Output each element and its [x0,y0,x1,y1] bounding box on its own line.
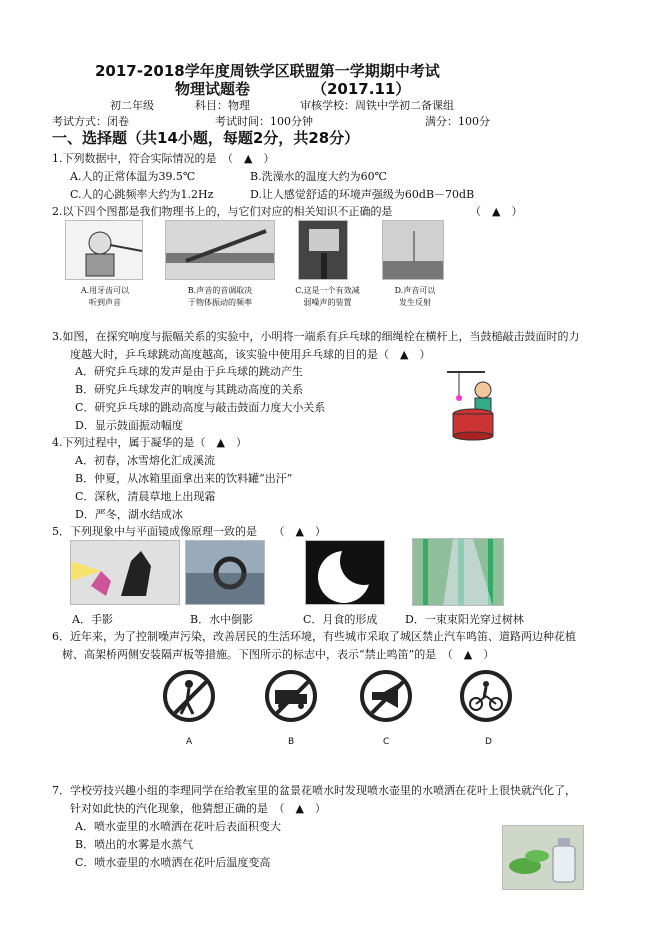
bridge-reflection-icon [186,541,265,605]
q7-stem-line1: 7．学校劳技兴趣小组的李理同学在给教室里的盆景花喷水时发现喷水壶里的水喷洒在花叶上很快就汽化了， [52,784,576,797]
q5-image-c [305,540,385,605]
lunar-eclipse-icon [306,541,385,605]
q4-option-d: D．严冬，湖水结成冰 [75,508,183,521]
q5-option-d: D．一束束阳光穿过树林 [405,613,524,626]
q2-answer-mark: （ ▲ ） [470,205,523,218]
q5-image-b [185,540,265,605]
q5-option-c: C．月食的形成 [303,613,378,626]
q2-caption-a: A.用牙齿可以 听到声音 [80,286,130,307]
q1-option-d: D.让人感觉舒适的环境声强级为60dB－70dB [250,188,475,201]
q4-option-b: B．仲夏，从冰箱里面拿出来的饮料罐“出汗” [75,472,293,485]
sunbeam-forest-icon [413,539,504,606]
q5-image-d [412,538,504,606]
q5-image-a [70,540,180,605]
q6-stem-line1: 6．近年来，为了控制噪声污染，改善居民的生活环境，有些城市采取了城区禁止汽车鸣笛、道路两边种花植 [52,630,576,643]
q3-drum-image [445,362,505,442]
q5-option-a: A．手影 [72,613,113,626]
q2-image-a [65,220,143,280]
q3-stem-line2: 度越大时，乒乓球跳动高度越高，该实验中使用乒乓球的目的是（ ▲ ） [70,348,431,361]
section-title: 一、选择题（共14小题，每题2分，共28分） [52,129,360,147]
info-school: 审核学校：周铁中学初二备课组 [300,99,454,112]
q6-label-b: B [288,737,295,747]
q1-option-c: C.人的心跳频率大约为1.2Hz [70,188,214,201]
q3-stem-line1: 3.如图，在探究响度与振幅关系的实验中，小明将一端系有乒乓球的细绳栓在横杆上，当鼓槌敲击鼓面时的力 [52,330,580,343]
q3-option-d: D．显示鼓面振动幅度 [75,419,183,432]
q3-option-b: B．研究乒乓球发声的响度与其跳动高度的关系 [75,383,304,396]
q4-option-a: A．初春，冰雪熔化汇成溪流 [75,454,215,467]
q2-image-b [165,220,275,280]
q2-stem: 2.以下四个图都是我们物理书上的，与它们对应的相关知识不正确的是 [52,205,393,218]
q6-label-a: A [186,737,193,747]
hand-shadow-icon [71,541,180,605]
q6-label-d: D [485,737,492,747]
q7-stem-line2: 针对如此快的汽化现象，他猜想正确的是 （ ▲ ） [70,802,326,815]
q6-label-c: C [383,737,390,747]
q3-option-a: A．研究乒乓球的发声是由于乒乓球的跳动产生 [75,365,303,378]
cyclist-icon [460,670,512,722]
q5-option-b: B．水中倒影 [190,613,254,626]
q2-caption-b: B.声音的音调取决 于物体振动的频率 [187,286,253,307]
q1-stem: 1.下列数据中，符合实际情况的是 （ ▲ ） [52,152,275,165]
q1-option-b: B.洗澡水的温度大约为60℃ [250,170,387,183]
q2-caption-d: D.声音可以 发生反射 [394,286,436,307]
q7-option-b: B．喷出的水雾是水蒸气 [75,838,194,851]
spray-bottle-plant-icon [503,826,584,890]
boy-listening-icon [66,221,143,280]
q7-option-a: A．喷水壶里的水喷洒在花叶后表面积变大 [75,820,281,833]
q7-option-c: C．喷水壶里的水喷洒在花叶后温度变高 [75,856,271,869]
q2-image-c [298,220,348,280]
q2-image-d [382,220,444,280]
q4-stem: 4.下列过程中，属于凝华的是（ ▲ ） [52,436,247,449]
ruler-on-table-icon [166,221,275,280]
q7-spray-image [502,825,584,890]
info-score: 满分：100分 [425,115,490,128]
no-pedestrian-icon [163,670,215,722]
exam-date: （2017.11） [312,80,411,98]
no-honking-icon [360,670,412,722]
noise-meter-icon [299,221,348,280]
q4-option-c: C．深秋，清晨草地上出现霜 [75,490,216,503]
no-trucks-icon [265,670,317,722]
q6-stem-line2: 树、高架桥两侧安装隔声板等措施。下图所示的标志中，表示“禁止鸣笛”的是 （ ▲ ） [62,648,495,661]
echo-reflection-icon [383,221,444,280]
info-grade: 初二年级 [110,99,154,112]
q3-option-c: C．研究乒乓球的跳动高度与敲击鼓面力度大小关系 [75,401,326,414]
info-time: 考试时间：100分钟 [215,115,313,128]
exam-subtitle: 物理试题卷 [175,80,251,98]
drum-experiment-icon [445,362,505,442]
q1-option-a: A.人的正常体温为39.5℃ [70,170,196,183]
q5-stem: 5．下列现象中与平面镜成像原理一致的是 （ ▲ ） [52,525,326,538]
exam-title: 2017-2018学年度周铁学区联盟第一学期期中考试 [95,62,440,80]
info-subject: 科目：物理 [195,99,250,112]
q2-caption-c: C.这是一个有效减 弱噪声的装置 [295,286,360,307]
info-mode: 考试方式：闭卷 [52,115,129,128]
